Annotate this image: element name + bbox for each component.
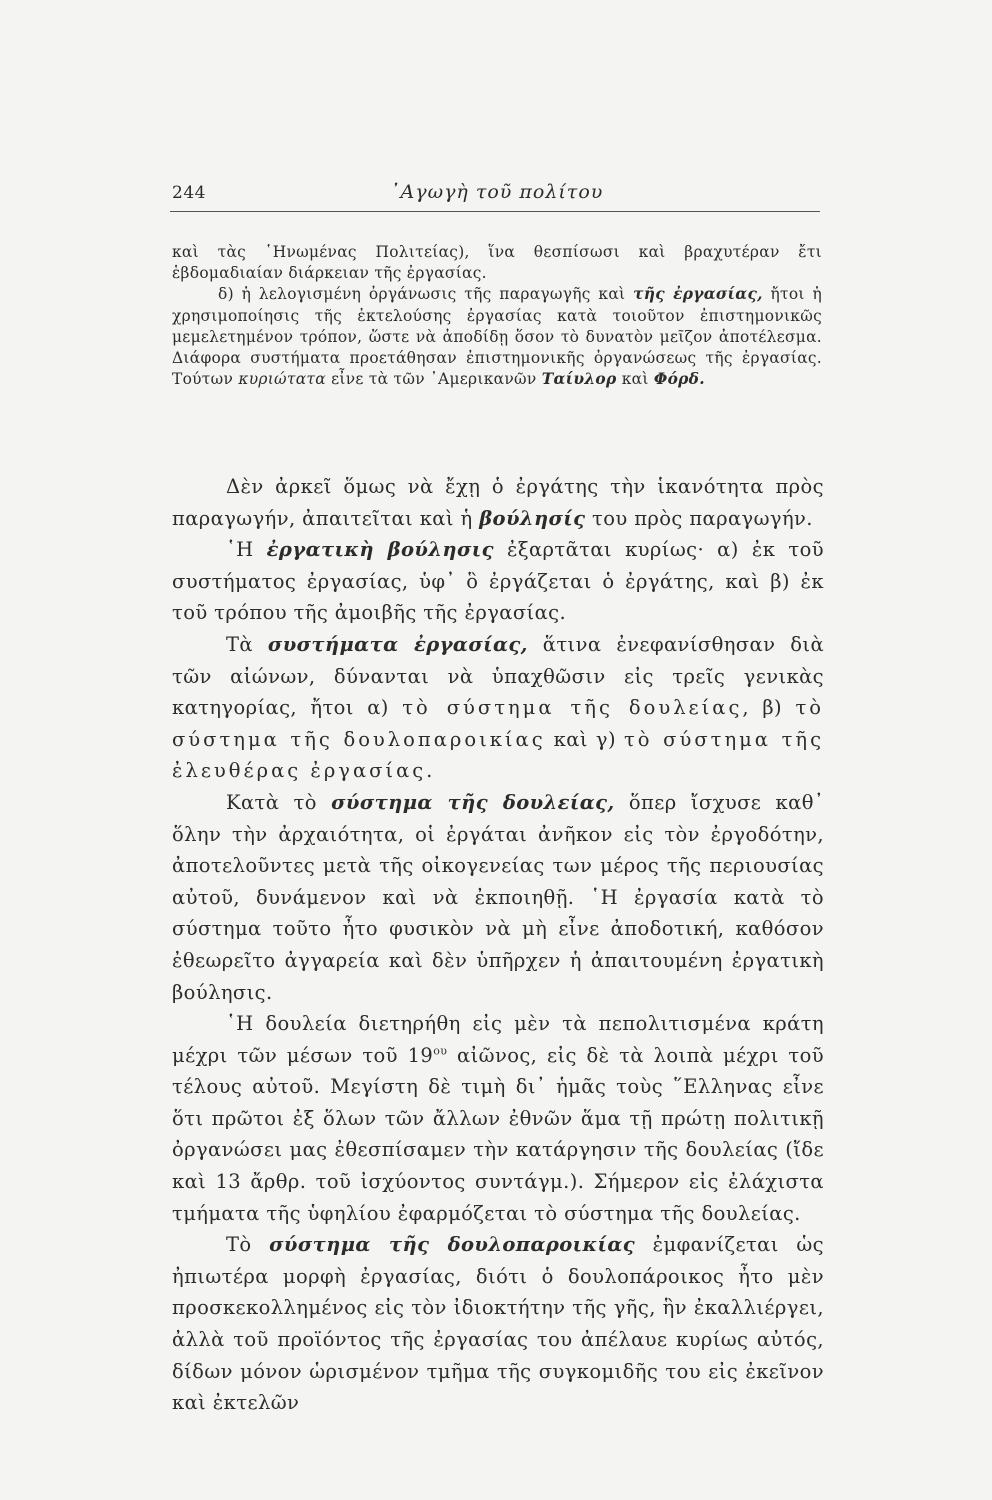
paragraph — [172, 534, 824, 629]
spaced-text: τὸ σύστημα τῆς ἐλευθέρας ἐργασίας — [172, 727, 824, 783]
text-run: , β) — [742, 696, 796, 720]
paragraph — [172, 787, 824, 1008]
superscript: ου — [433, 1044, 448, 1058]
emphasis: σύστημα τῆς δουλοπαροικίας — [269, 1233, 636, 1257]
emphasis: κυριώτατα — [238, 370, 326, 389]
text-run: καὶ — [616, 370, 654, 389]
text-run: δ) ἡ λελογισμένη ὀργάνωσις τῆς παραγωγῆς καὶ — [218, 285, 634, 304]
text-run: . — [426, 759, 433, 783]
emphasis: συστήματα ἐργασίας, — [267, 632, 528, 656]
text-run: καὶ τὰς ῾Ηνωμένας Πολιτείας), ἵνα θεσπίσωσι καὶ βραχυτέραν ἔτι ἑβδομαδιαίαν διάρκειαν τῆς ἐργασίας. — [172, 243, 822, 283]
text-run: Κατὰ τὸ — [226, 790, 332, 814]
text-run: καὶ γ) — [545, 727, 625, 751]
text-run: Δὲν ἀρκεῖ ὅμως νὰ ἔχῃ ὁ ἐργάτης τὴν ἱκανότητα πρὸς παραγωγήν, ἀπαιτεῖται καὶ ἡ — [172, 475, 824, 530]
text-run: ὅπερ ἴσχυσε καθ᾿ ὅλην τὴν ἀρχαιότητα, οἱ ἐργάται ἀνῆκον εἰς τὸν ἐργοδότην, ἀποτελοῦντες μετὰ τῆς οἰκογενείας των μέρος τῆς περιουσίας αὐτοῦ, δυνάμενον καὶ νὰ ἐκποιηθῇ. ῾Η ἐργασία κατὰ τὸ σύστημα τοῦτο ἦτο φυσικὸν νὰ μὴ εἶνε ἀποδοτική, καθόσον ἐθεωρεῖτο ἀγγαρεία καὶ δὲν ὑπῆρχεν ἡ ἀπαιτουμένη ἐργατικὴ βούλησις. — [172, 790, 824, 1004]
running-title: ᾿Αγωγὴ τοῦ πολίτου — [390, 181, 604, 203]
paragraph — [172, 1008, 824, 1229]
paragraph — [172, 242, 822, 284]
emphasis: σύστημα τῆς δουλείας, — [331, 790, 615, 814]
paragraph — [172, 471, 824, 534]
emphasis: ἐργατικὴ βούλησις — [266, 538, 494, 562]
spaced-text: τὸ σύστημα τῆς δουλοπαροικίας — [172, 696, 824, 751]
small-print-section — [172, 242, 822, 390]
text-run: ῾Η δουλεία διετηρήθη εἰς μὲν τὰ πεπολιτισμένα κράτη μέχρι τῶν μέσων τοῦ 19 — [172, 1012, 824, 1067]
header-rule — [170, 211, 820, 212]
text-run: αἰῶνος, εἰς δὲ τὰ λοιπὰ μέχρι τοῦ τέλους αὐτοῦ. Μεγίστη δὲ τιμὴ δι᾿ ἡμᾶς τοὺς ῞Ελληνας εἶνε ὅτι πρῶτοι ἐξ ὅλων τῶν ἄλλων ἐθνῶν ἅμα τῇ πρώτῃ πολιτικῇ ὀργανώσει μας ἐθεσπίσαμεν τὴν κατάργησιν τῆς δουλείας (ἴδε καὶ 13 ἄρθρ. τοῦ ἰσχύοντος συντάγμ.). Σήμερον εἰς ἐλάχιστα τμήματα τῆς ὑφηλίου ἐφαρμόζεται τὸ σύστημα τῆς δουλείας. — [172, 1043, 824, 1225]
emphasis: Ταίυλορ — [541, 370, 617, 389]
text-run: εἶνε τὰ τῶν ᾿Αμερικανῶν — [325, 370, 542, 389]
text-run: Τὸ — [226, 1233, 270, 1257]
text-run: ἐμφανίζεται ὡς ἠπιωτέρα μορφὴ ἐργασίας, διότι ὁ δουλοπάροικος ἦτο μὲν προσκεκολλημένος εἰς τὸν ἰδιοκτήτην τῆς γῆς, ἣν ἐκαλλιέργει, ἀλλὰ τοῦ προϊόντος τῆς ἐργασίας του ἀπέλαυε κυρίως αὐτός, δίδων μόνον ὡρισμένον τμῆμα τῆς συγκομιδῆς του εἰς ἐκεῖνον καὶ ἐκτελῶν — [172, 1233, 824, 1415]
text-run: ἤτοι ἡ χρησιμοποίησις τῆς ἐκτελούσης ἐργασίας κατὰ τοιοῦτον ἐπιστημονικῶς μεμελετημένον τρόπον, ὥστε νὰ ἀποδίδῃ ὅσον τὸ δυνατὸν μεῖζον ἀποτέλεσμα. Διάφορα συστήματα προετάθησαν ἐπιστημονικῆς ὀργανώσεως τῆς ἐργασίας. Τούτων — [172, 285, 822, 389]
emphasis: βούλησίς — [479, 506, 586, 530]
emphasis: τῆς ἐργασίας, — [633, 285, 763, 304]
text-run: ῾Η — [226, 538, 267, 562]
page-number: 244 — [172, 183, 206, 203]
paragraph — [172, 284, 822, 390]
text-run: ἐξαρτᾶται κυρίως· α) ἐκ τοῦ συστήματος ἐργασίας, ὑφ᾿ ὃ ἐργάζεται ὁ ἐργάτης, καὶ β) ἐκ τοῦ τρόπου τῆς ἀμοιβῆς τῆς ἐργασίας. — [172, 538, 824, 625]
paragraph — [172, 1229, 824, 1419]
spaced-text: τὸ σύστημα τῆς δουλείας — [402, 696, 743, 720]
text-run: του πρὸς παραγωγήν. — [585, 506, 813, 530]
text-run: ἅτινα ἐνεφανίσθησαν διὰ τῶν αἰώνων, δύνανται νὰ ὑπαχθῶσιν εἰς τρεῖς γενικὰς κατηγορίας, ἤτοι α) — [172, 632, 825, 720]
page-header — [172, 183, 818, 213]
emphasis: Φόρδ. — [653, 370, 705, 389]
paragraph — [172, 629, 824, 787]
main-text-section — [172, 471, 824, 1419]
text-run: Τὰ — [226, 632, 268, 656]
